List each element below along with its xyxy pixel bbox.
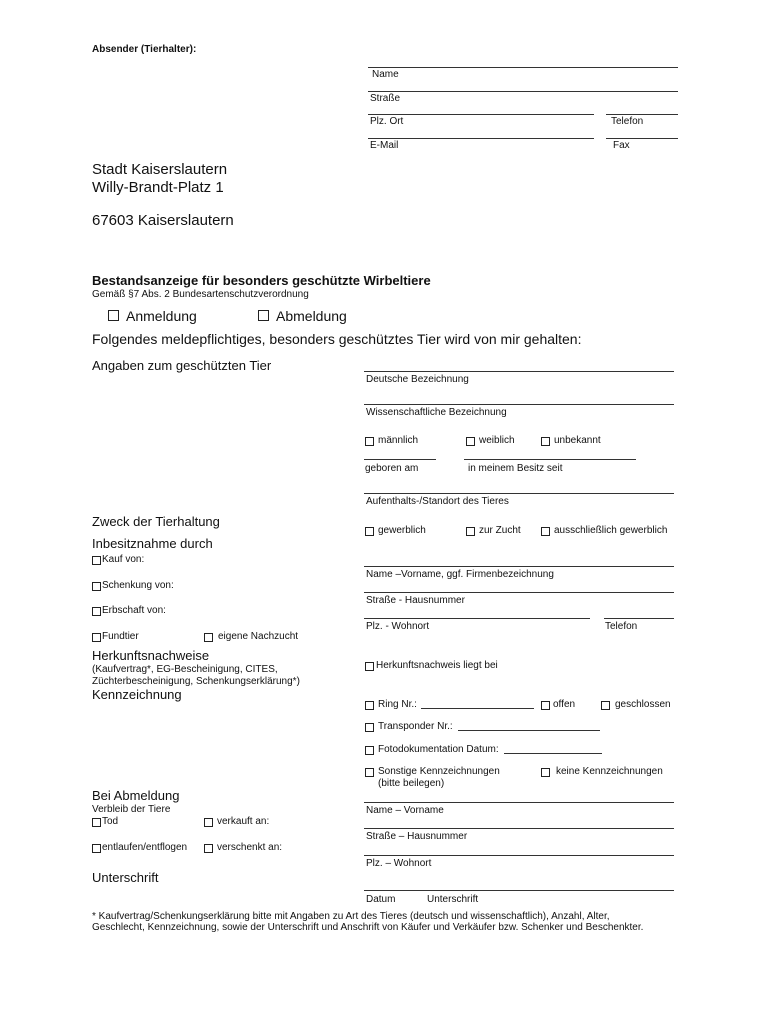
found-label: Fundtier [102,631,139,642]
found-checkbox[interactable] [92,633,101,642]
exclusive-commercial-label: ausschließlich gewerblich [554,525,668,536]
commercial-checkbox[interactable] [365,527,374,536]
proof-attached-checkbox[interactable] [365,662,374,671]
german-name-label: Deutsche Bezeichnung [366,374,469,385]
gift-checkbox[interactable] [92,582,101,591]
unknown-label: unbekannt [554,435,601,446]
sender-fax-label: Fax [613,140,630,151]
sender-heading: Absender (Tierhalter): [92,44,197,55]
owned-since-line[interactable] [464,459,636,460]
scientific-name-line[interactable] [364,404,674,405]
sender-zip-label: Plz. Ort [370,116,404,127]
scientific-name-label: Wissenschaftliche Bezeichnung [366,407,507,418]
breeding-checkbox[interactable] [466,527,475,536]
dereg-name-label: Name – Vorname [366,805,444,816]
ring-label: Ring Nr.: [378,699,417,710]
sender-name-label: Name [372,69,399,80]
escaped-checkbox[interactable] [92,844,101,853]
other-marking-note: (bitte beilegen) [378,778,445,789]
recipient-line-2: Willy-Brandt-Platz 1 [92,179,224,196]
register-checkbox[interactable] [108,310,119,321]
other-marking-checkbox[interactable] [365,768,374,777]
no-marking-checkbox[interactable] [541,768,550,777]
marking-heading: Kennzeichnung [92,687,182,702]
born-on-line[interactable] [364,459,436,460]
ring-number-line[interactable] [421,708,534,709]
sender-phone-label: Telefon [611,116,644,127]
given-label: verschenkt an: [217,842,283,853]
acquisition-street-line[interactable] [364,592,674,593]
sender-street-line[interactable] [368,91,678,92]
acquisition-phone-label: Telefon [605,621,638,632]
signature-heading: Unterschrift [92,870,159,885]
escaped-label: entlaufen/entflogen [102,842,188,853]
animal-heading: Angaben zum geschützten Tier [92,358,272,373]
other-marking-label: Sonstige Kennzeichnungen [378,766,500,777]
male-checkbox[interactable] [365,437,374,446]
gift-label: Schenkung von: [102,580,174,591]
photo-date-line[interactable] [504,753,602,754]
transponder-checkbox[interactable] [365,723,374,732]
proof-attached-label: Herkunftsnachweis liegt bei [376,660,498,671]
recipient-line-3: 67603 Kaiserslautern [92,212,234,229]
proof-heading: Herkunftsnachweise [92,648,210,663]
ring-open-label: offen [553,699,576,710]
transponder-label: Transponder Nr.: [378,721,453,732]
form-subtitle: Gemäß §7 Abs. 2 Bundesartenschutzverordnung [92,289,309,300]
deregister-label: Abmeldung [276,308,347,324]
transponder-number-line[interactable] [458,730,600,731]
sender-street-label: Straße [370,93,401,104]
born-on-label: geboren am [365,463,419,474]
purchase-label: Kauf von: [102,554,145,565]
signature-line[interactable] [364,890,674,891]
register-label: Anmeldung [126,308,197,324]
ring-checkbox[interactable] [365,701,374,710]
sold-label: verkauft an: [217,816,270,827]
owned-since-label: in meinem Besitz seit [468,463,563,474]
proof-desc-1: (Kaufvertrag*, EG-Bescheinigung, CITES, [92,664,278,675]
purpose-heading: Zweck der Tierhaltung [92,514,220,529]
acquisition-street-label: Straße - Hausnummer [366,595,465,606]
male-label: männlich [378,435,419,446]
breeding-label: zur Zucht [479,525,521,536]
acquisition-zip-line[interactable] [364,618,590,619]
dereg-zip-line[interactable] [364,855,674,856]
female-checkbox[interactable] [466,437,475,446]
acquisition-name-line[interactable] [364,566,674,567]
sender-email-label: E-Mail [370,140,399,151]
given-checkbox[interactable] [204,844,213,853]
recipient-line-1: Stadt Kaiserslautern [92,161,228,178]
dereg-street-line[interactable] [364,828,674,829]
sold-checkbox[interactable] [204,818,213,827]
footnote-line-2: Geschlecht, Kennzeichnung, sowie der Unterschrift und Anschrift von Käufer und Verkäufer bzw. Schenker und Beschenkter. [92,922,644,933]
inheritance-checkbox[interactable] [92,607,101,616]
sender-name-line[interactable] [368,67,678,68]
deregistration-heading: Bei Abmeldung [92,788,180,803]
dereg-street-label: Straße – Hausnummer [366,831,468,842]
deregister-checkbox[interactable] [258,310,269,321]
purchase-checkbox[interactable] [92,556,101,565]
proof-desc-2: Züchterbescheinigung, Schenkungserklärung*) [92,676,300,687]
exclusive-commercial-checkbox[interactable] [541,527,550,536]
location-line[interactable] [364,493,674,494]
dereg-zip-label: Plz. – Wohnort [366,858,432,869]
acquisition-zip-label: Plz. - Wohnort [366,621,430,632]
acquisition-heading: Inbesitznahme durch [92,536,213,551]
acquisition-name-label: Name –Vorname, ggf. Firmenbezeichnung [366,569,554,580]
whereabouts-label: Verbleib der Tiere [92,804,171,815]
signature-date-label: Datum [366,894,396,905]
unknown-checkbox[interactable] [541,437,550,446]
sender-fax-line[interactable] [606,138,678,139]
footnote-line-1: * Kaufvertrag/Schenkungserklärung bitte mit Angaben zu Art des Tieres (deutsch und wissenschaftlich), Anzahl, Alter, [92,911,610,922]
female-label: weiblich [479,435,515,446]
sender-phone-line[interactable] [606,114,678,115]
ring-closed-label: geschlossen [615,699,671,710]
dead-checkbox[interactable] [92,818,101,827]
dereg-name-line[interactable] [364,802,674,803]
dead-label: Tod [102,816,119,827]
inheritance-label: Erbschaft von: [102,605,166,616]
ring-open-checkbox[interactable] [541,701,550,710]
own-breed-checkbox[interactable] [204,633,213,642]
no-marking-label: keine Kennzeichnungen [556,766,663,777]
own-breed-label: eigene Nachzucht [218,631,299,642]
german-name-line[interactable] [364,371,674,372]
sender-email-line[interactable] [368,138,594,139]
acquisition-phone-line[interactable] [604,618,674,619]
commercial-label: gewerblich [378,525,426,536]
location-label: Aufenthalts-/Standort des Tieres [366,496,509,507]
sender-zip-line[interactable] [368,114,594,115]
form-title: Bestandsanzeige für besonders geschützte Wirbeltiere [92,273,431,288]
signature-label: Unterschrift [427,894,479,905]
photo-label: Fotodokumentation Datum: [378,744,499,755]
intro-text: Folgendes meldepflichtiges, besonders geschütztes Tier wird von mir gehalten: [92,331,582,347]
photo-checkbox[interactable] [365,746,374,755]
ring-closed-checkbox[interactable] [601,701,610,710]
